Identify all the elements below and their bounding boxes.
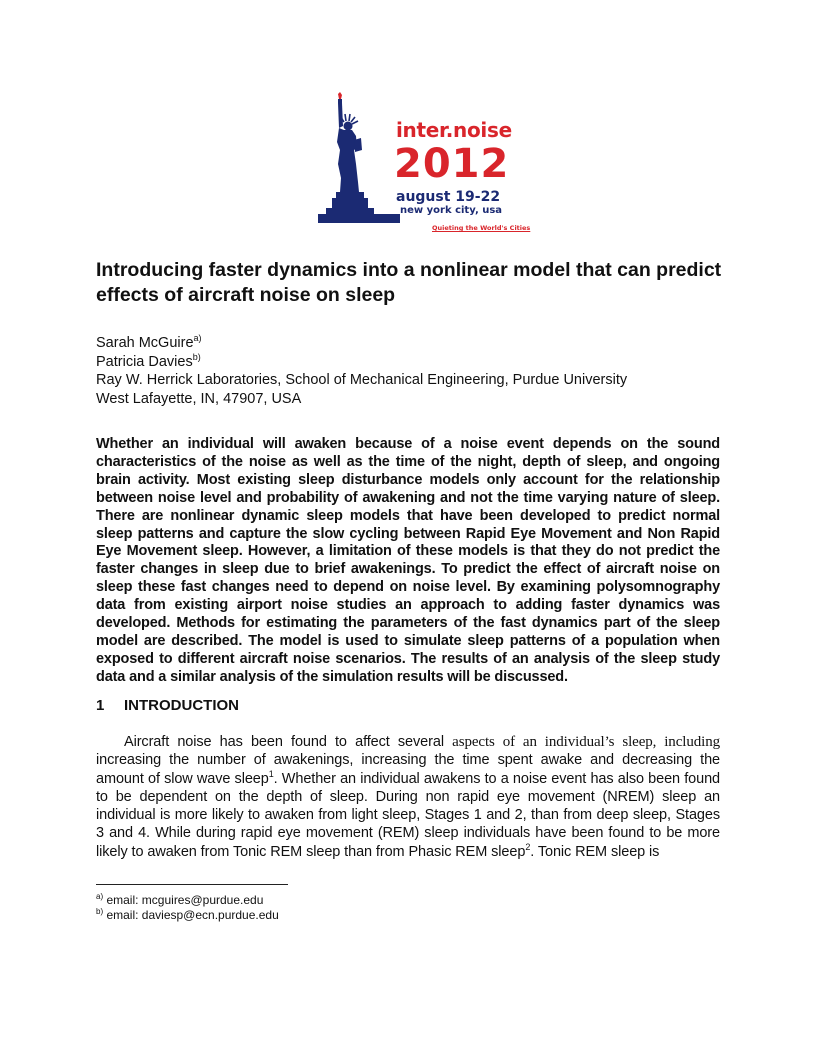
- affiliation-line-1: Ray W. Herrick Laboratories, School of Mechanical Engineering, Purdue University: [96, 372, 628, 388]
- intro-text: Aircraft noise has been found to affect several: [124, 734, 453, 750]
- author-name: Patricia Davies: [96, 353, 193, 370]
- author-mark: a): [193, 333, 202, 343]
- logo-dates: august 19-22: [396, 189, 501, 205]
- intro-text: aspects of an individual’s sleep, including: [452, 734, 720, 750]
- logo-tagline: Quieting the World's Cities: [432, 224, 531, 232]
- conference-logo: [318, 92, 531, 242]
- footnote-mark: a): [96, 892, 104, 901]
- intro-text: . Tonic REM sleep is: [530, 843, 660, 860]
- affiliation-line-2: West Lafayette, IN, 47907, USA: [96, 390, 302, 407]
- author-mark: b): [192, 351, 201, 362]
- section-heading: [96, 697, 239, 714]
- citation: 2: [525, 841, 531, 852]
- logo-city: new york city, usa: [400, 205, 503, 216]
- paper-title: Introducing faster dynamics into a nonlinear model that can predict effects of aircraft noise on sleep: [96, 259, 722, 306]
- section-title: INTRODUCTION: [124, 697, 239, 714]
- footnote-b: [96, 908, 279, 923]
- author-1: [96, 334, 736, 353]
- statue-of-liberty-icon: [318, 92, 400, 230]
- logo-brand: inter.noise: [396, 118, 512, 142]
- footnote-a: [96, 893, 279, 908]
- footnotes: [96, 893, 279, 922]
- intro-paragraph: [96, 733, 720, 861]
- author-2: [96, 353, 736, 372]
- abstract: Whether an individual will awaken because of a noise event depends on the sound characteristics of the noise as well as the time of the night, depth of sleep, and ongoing brain activity. Most existing sleep disturbance models only account for the relationship between noise level and probability of awakening and not the time varying nature of sleep. There are nonlinear dynamic sleep models that have been developed to predict normal sleep patterns and capture the slow cycling between Rapid Eye Movement and Non Rapid Eye Movement sleep. However, a limitation of these models is that they do not predict the faster changes in sleep due to brief awakenings. To predict the effect of aircraft noise on sleep these fast changes need to depend on noise level. By examining polysomnography data from existing airport noise studies an approach to adding faster dynamics was developed. Methods for estimating the parameters of the fast dynamics part of the sleep model are described. The model is used to simulate sleep patterns of a population when exposed to different aircraft noise scenarios. The results of an analysis of the sleep study data and a similar analysis of the simulation results will be discussed.: [96, 436, 720, 685]
- footnote-text: email: daviesp@ecn.purdue.edu: [103, 907, 279, 922]
- citation: 1: [268, 768, 274, 779]
- author-block: [96, 334, 736, 408]
- footnote-text: email: mcguires@purdue.edu: [103, 893, 264, 907]
- intro-text: increasing the number of awakenings, increasing the time spent awake and decreasing the amount of slow wave sleep: [96, 752, 720, 787]
- intro-text: . Whether an individual awakens to a noise event has also been found to be dependent on the depth of sleep. During non rapid eye movement (NREM) sleep an individual is more likely to awaken from light sleep, Stages 1 and 2, than from deep sleep, Stages 3 and 4. While during rapid eye movement (REM) sleep individuals have been found to be more likely to awaken from Tonic REM sleep than from Phasic REM sleep: [96, 770, 720, 860]
- footnote-divider: [96, 884, 288, 885]
- author-name: Sarah McGuire: [96, 335, 194, 351]
- logo-year: 2012: [394, 141, 510, 187]
- footnote-mark: b): [96, 906, 104, 916]
- section-number: 1: [96, 697, 105, 714]
